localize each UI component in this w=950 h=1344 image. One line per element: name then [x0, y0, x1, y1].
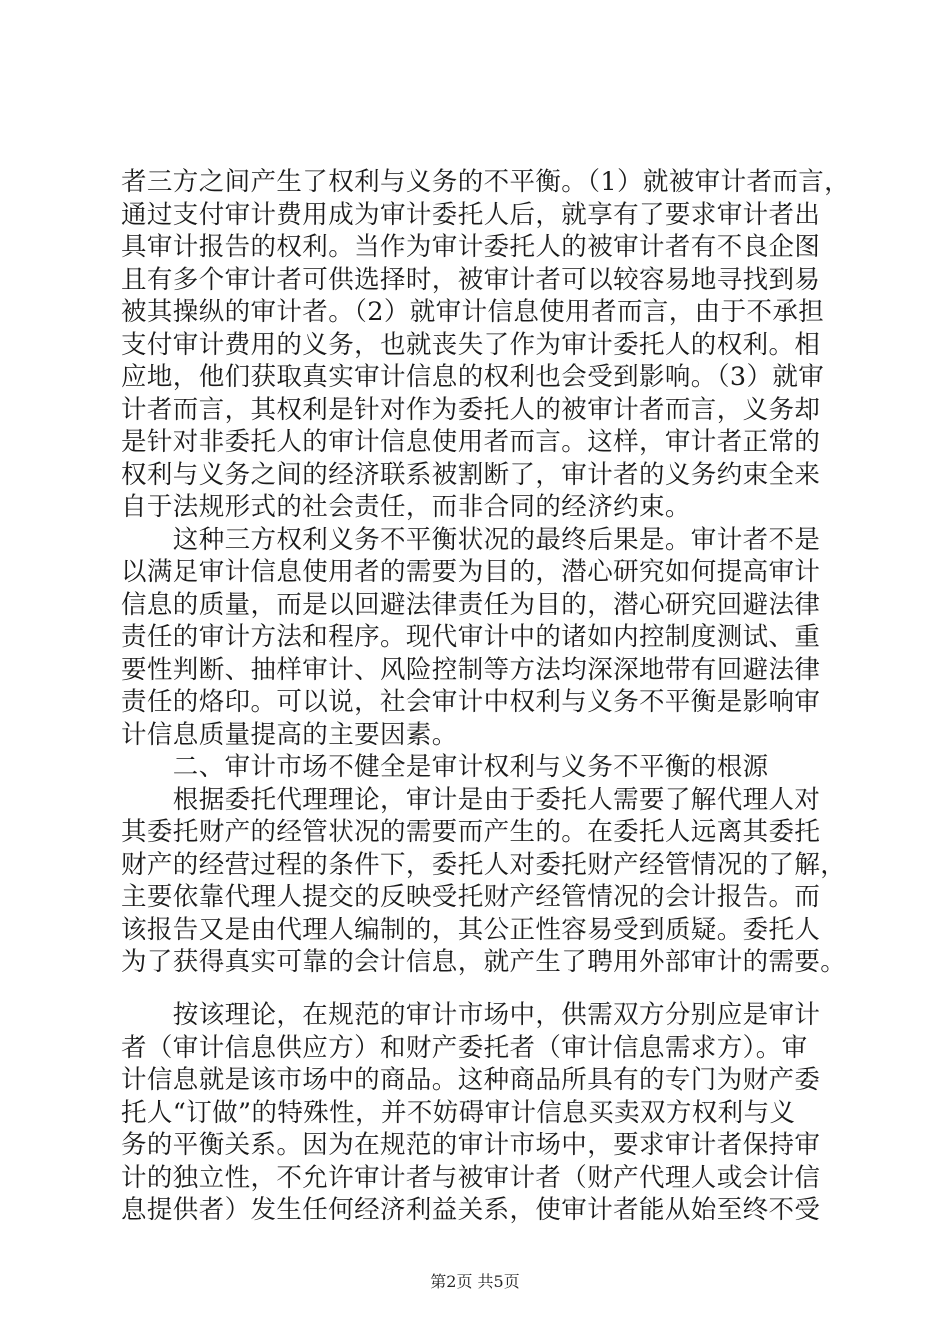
text-line: 信息的质量，而是以回避法律责任为目的，潜心研究回避法律 [121, 589, 821, 620]
text-line: 计者而言，其权利是针对作为委托人的被审计者而言，义务却 [121, 394, 821, 425]
text-line: 要性判断、抽样审计、风险控制等方法均深深地带有回避法律 [121, 654, 821, 685]
text-line: 以满足审计信息使用者的需要为目的，潜心研究如何提高审计 [121, 557, 821, 587]
text-line: 支付审计费用的义务，也就丧失了作为审计委托人的权利。相 [121, 329, 821, 360]
text-line: 为了获得真实可靠的会计信息，就产生了聘用外部审计的需要。 [121, 947, 847, 977]
text-line: 者（审计信息供应方）和财产委托者（审计信息需求方）。审 [121, 1032, 808, 1063]
paragraph-start-line: 这种三方权利义务不平衡状况的最终后果是。审计者不是 [121, 524, 821, 555]
text-line: 责任的烙印。可以说，社会审计中权利与义务不平衡是影响审 [121, 687, 821, 717]
text-line: 者三方之间产生了权利与义务的不平衡。（1）就被审计者而言， [121, 167, 851, 197]
text-line: 息提供者）发生任何经济利益关系，使审计者能从始至终不受 [121, 1195, 821, 1225]
section-heading: 二、审计市场不健全是审计权利与义务不平衡的根源 [121, 752, 769, 782]
text-line: 被其操纵的审计者。（2）就审计信息使用者而言，由于不承担 [121, 297, 825, 327]
text-line: 计信息质量提高的主要因素。 [121, 719, 458, 750]
text-line: 务的平衡关系。因为在规范的审计市场中，要求审计者保持审 [121, 1130, 821, 1160]
page-number-footer: 第2页 共5页 [430, 1272, 520, 1291]
text-line: 主要依靠代理人提交的反映受托财产经管情况的会计报告。而 [121, 882, 821, 912]
text-line: 计信息就是该市场中的商品。这种商品所具有的专门为财产委 [121, 1065, 821, 1095]
text-line: 计的独立性，不允许审计者与被审计者（财产代理人或会计信 [121, 1162, 821, 1193]
text-line: 自于法规形式的社会责任，而非合同的经济约束。 [121, 492, 691, 522]
text-line: 责任的审计方法和程序。现代审计中的诸如内控制度测试、重 [121, 622, 821, 652]
text-line: 其委托财产的经管状况的需要而产生的。在委托人远离其委托 [121, 817, 821, 847]
text-line: 且有多个审计者可供选择时，被审计者可以较容易地寻找到易 [121, 264, 821, 295]
text-line: 财产的经营过程的条件下，委托人对委托财产经管情况的了解， [121, 849, 847, 880]
text-line: 托人“订做”的特殊性，并不妨碍审计信息买卖双方权利与义 [121, 1097, 796, 1128]
text-line: 权利与义务之间的经济联系被割断了，审计者的义务约束全来 [121, 459, 821, 490]
text-line: 应地，他们获取真实审计信息的权利也会受到影响。（3）就审 [121, 362, 825, 392]
text-line: 通过支付审计费用成为审计委托人后，就享有了要求审计者出 [121, 199, 821, 230]
text-line: 该报告又是由代理人编制的，其公正性容易受到质疑。委托人 [121, 914, 821, 945]
paragraph-start-line: 按该理论，在规范的审计市场中，供需双方分别应是审计 [121, 1000, 821, 1030]
text-line: 是针对非委托人的审计信息使用者而言。这样，审计者正常的 [121, 427, 821, 457]
paragraph-start-line: 根据委托代理理论，审计是由于委托人需要了解代理人对 [121, 784, 821, 815]
document-body [121, 166, 861, 1227]
text-line: 具审计报告的权利。当作为审计委托人的被审计者有不良企图 [121, 232, 821, 262]
